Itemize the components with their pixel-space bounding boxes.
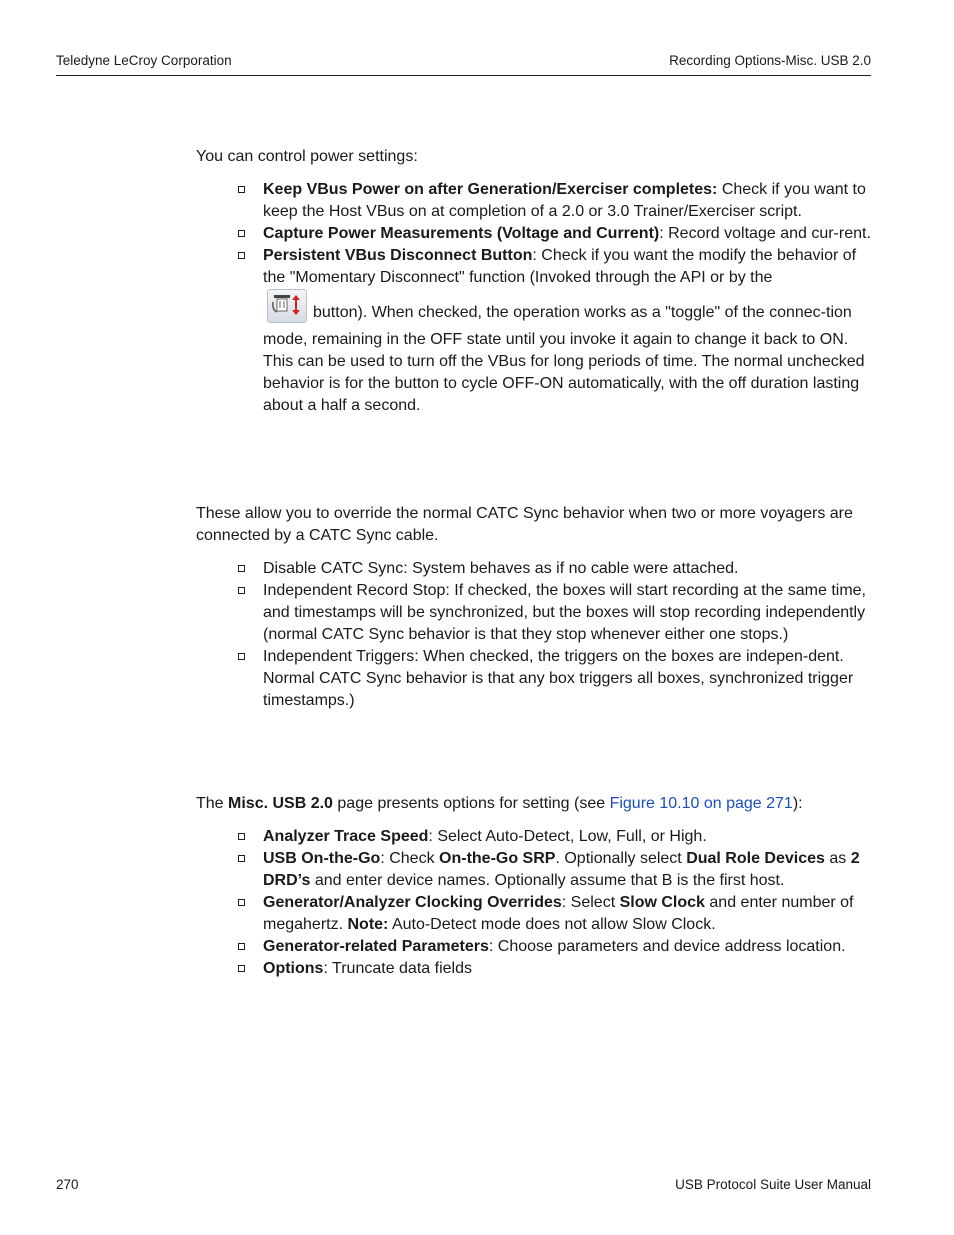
- power-intro: You can control power settings:: [196, 148, 418, 165]
- figure-link[interactable]: Figure 10.10 on page 271: [609, 795, 793, 812]
- item-text: Check if you want to keep the Host VBus on at completion of a 2.0 or 3.0 Trainer/Exerciser script.: [263, 181, 866, 220]
- item-text: button). When checked, the operation works as a "toggle" of the connec-tion mode, remaining in the OFF state until you invoke it again to change it back to ON. This can be used to turn off the VBus for long periods of time. The normal unchecked behavior is for the button to cycle OFF-ON automatically, with the off duration lasting about a half a second.: [263, 304, 865, 414]
- list-item: Analyzer Trace Speed: Select Auto-Detect, Low, Full, or High.: [238, 826, 871, 848]
- list-item: Generator/Analyzer Clocking Overrides: Select Slow Clock and enter number of megahertz. Note: Auto-Detect mode does not allow Slow Clock.: [238, 892, 871, 936]
- item-text: Independent Triggers: When checked, the triggers on the boxes are indepen-dent. Normal CATC Sync behavior is that any box triggers all boxes, synchronized trigger timestamps.): [263, 648, 854, 709]
- sync-intro: These allow you to override the normal CATC Sync behavior when two or more voyagers are connected by a CATC Sync cable.: [196, 505, 853, 544]
- list-item: [238, 580, 871, 646]
- misc-intro-block: [196, 793, 871, 815]
- list-item: [238, 646, 871, 712]
- page-number: 270: [56, 1177, 79, 1192]
- list-item: Generator-related Parameters: Choose parameters and device address location.: [238, 936, 871, 958]
- bullet-box-icon: [238, 965, 245, 972]
- bullet-box-icon: [238, 587, 245, 594]
- power-options-list: [238, 179, 871, 417]
- item-text: : Record voltage and cur-rent.: [659, 225, 871, 242]
- bullet-box-icon: [238, 833, 245, 840]
- power-intro-block: [196, 146, 871, 168]
- list-item: USB On-the-Go: Check On-the-Go SRP. Optionally select Dual Role Devices as 2 DRD’s and enter device names. Optionally assume that B is the first host.: [238, 848, 871, 892]
- misc-options-list: [238, 826, 871, 980]
- bullet-box-icon: [238, 899, 245, 906]
- bullet-box-icon: [238, 230, 245, 237]
- bullet-box-icon: [238, 252, 245, 259]
- page-header: [56, 53, 871, 76]
- bullet-box-icon: [238, 565, 245, 572]
- item-term: Keep VBus Power on after Generation/Exerciser completes:: [263, 181, 718, 198]
- bullet-box-icon: [238, 855, 245, 862]
- item-term: Persistent VBus Disconnect Button: [263, 247, 533, 264]
- page-footer: [56, 1177, 871, 1197]
- list-item: [238, 245, 871, 417]
- sync-options-list: [238, 558, 871, 712]
- bullet-box-icon: [238, 653, 245, 660]
- list-item: [238, 179, 871, 223]
- list-item: [238, 558, 871, 580]
- header-section-title: Recording Options-Misc. USB 2.0: [669, 53, 871, 68]
- item-text: Independent Record Stop: If checked, the boxes will start recording at the same time, and timestamps will be synchronized, but the boxes will stop recording independently (normal CATC Sync behavior is that they stop whenever either one stops.): [263, 582, 866, 643]
- item-term: Capture Power Measurements (Voltage and Current): [263, 225, 660, 242]
- bullet-box-icon: [238, 186, 245, 193]
- item-text: Disable CATC Sync: System behaves as if no cable were attached.: [263, 560, 739, 577]
- list-item: Options: Truncate data fields: [238, 958, 871, 980]
- item-text: : Check if you want the modify the behavior of the "Momentary Disconnect" function (Invoked through the API or by the: [263, 247, 857, 286]
- header-company: Teledyne LeCroy Corporation: [56, 53, 232, 68]
- footer-manual-title: USB Protocol Suite User Manual: [675, 1177, 871, 1192]
- misc-intro: The Misc. USB 2.0 page presents options for setting (see Figure 10.10 on page 271):: [196, 795, 803, 812]
- bullet-box-icon: [238, 943, 245, 950]
- list-item: [238, 223, 871, 245]
- momentary-disconnect-icon: [267, 289, 307, 323]
- sync-intro-block: [196, 503, 871, 547]
